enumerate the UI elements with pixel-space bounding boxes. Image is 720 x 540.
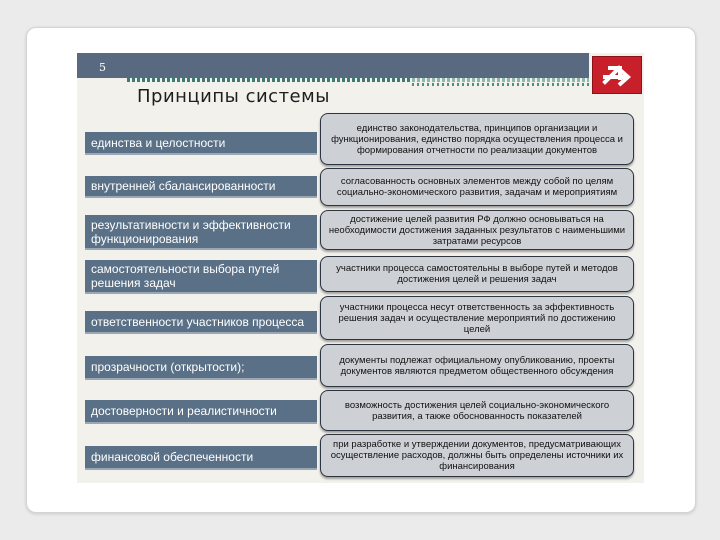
divider <box>85 292 317 294</box>
principle-description <box>320 344 634 387</box>
principle-description-text: участники процесса несут ответственность за эффективность решения задач и осуществление мероприятий по достижению целей <box>338 301 616 335</box>
arrow-right-icon <box>592 56 642 94</box>
principle-description <box>320 210 634 250</box>
principle-description <box>320 256 634 292</box>
decorative-strip <box>412 83 589 86</box>
divider <box>85 248 317 250</box>
principle-label <box>85 176 317 196</box>
principle-label <box>85 132 317 153</box>
principle-label <box>85 400 317 422</box>
principle-description-text: единство законодательства, принципов организации и функционирования, единство порядка осуществления процесса и формирования отчетности по реализации документов <box>331 122 623 156</box>
principle-label-text: внутренней сбалансированности <box>91 179 276 193</box>
principle-description <box>320 390 634 431</box>
divider <box>85 468 317 470</box>
divider <box>85 422 317 424</box>
divider <box>85 332 317 334</box>
principle-label <box>85 260 317 292</box>
decorative-strip <box>127 78 412 82</box>
slide <box>77 53 644 483</box>
principle-label-text: самостоятельности выбора путей решения задач <box>91 262 280 290</box>
divider <box>85 196 317 198</box>
principle-label-text: прозрачности (открытости); <box>91 360 245 374</box>
principle-label <box>85 311 317 332</box>
principle-description-text: документы подлежат официальному опубликованию, проекты документов являются предметом общественного обсуждения <box>339 354 615 377</box>
principle-label <box>85 446 317 468</box>
principle-description-text: участники процесса самостоятельны в выборе путей и методов достижения целей и решения задач <box>336 263 618 285</box>
principle-description-text: при разработке и утверждении документов, предусматривающих осуществление расходов, должны быть определены источники их финансирования <box>330 439 624 472</box>
principle-description-text: согласованность основных элементов между собой по целям социально-экономического развития, задачам и мероприятиям <box>336 176 618 198</box>
principle-description <box>320 113 634 165</box>
principle-description <box>320 296 634 340</box>
divider <box>85 378 317 380</box>
principle-description <box>320 434 634 477</box>
principle-label <box>85 356 317 378</box>
decorative-strip <box>412 78 589 82</box>
principle-label-text: результативности и эффективности функционирования <box>91 217 291 246</box>
principle-label-text: единства и целостности <box>91 135 226 150</box>
principle-label-text: финансовой обеспеченности <box>91 450 254 464</box>
divider <box>85 153 317 155</box>
principle-label <box>85 215 317 248</box>
principle-description-text: достижение целей развития РФ должно основываться на необходимости достижения заданных результатов с наименьшими затратами ресурсов <box>328 213 626 247</box>
page-title: Принципы системы <box>137 86 330 107</box>
principle-label-text: ответственности участников процесса <box>91 314 305 329</box>
principle-description-text: возможность достижения целей социально-экономического развития, а также обоснованность показателей <box>344 399 610 422</box>
header-bar <box>77 53 589 78</box>
slide-number: 5 <box>99 61 106 74</box>
principle-label-text: достоверности и реалистичности <box>91 404 277 418</box>
principle-description <box>320 168 634 206</box>
